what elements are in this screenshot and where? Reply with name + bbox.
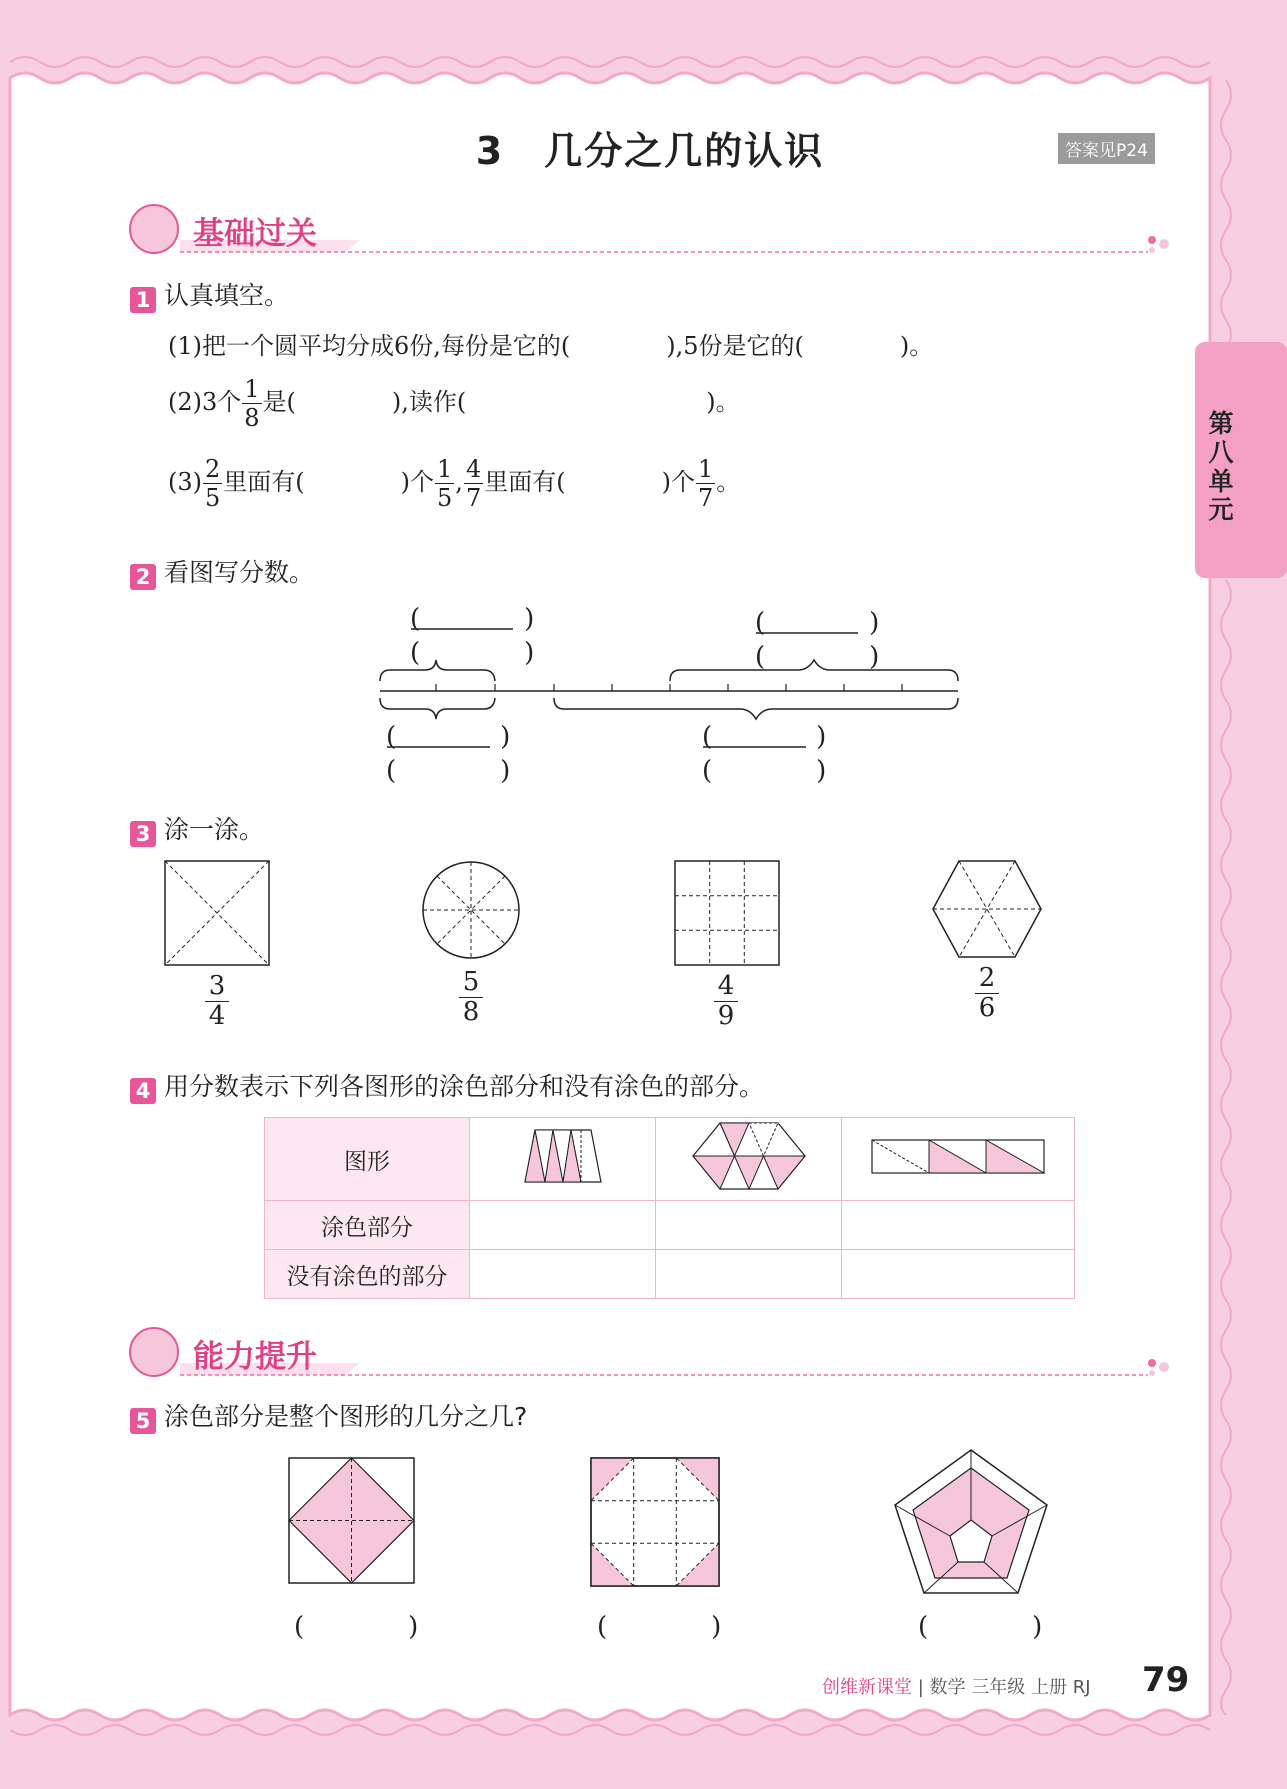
q5-answer-blank-3[interactable]: ( )	[918, 1612, 1043, 1642]
q5-answer-blank-2[interactable]: ( )	[597, 1612, 722, 1642]
frac-den: 6	[978, 992, 996, 1023]
q2-blank-den-a: ( )	[410, 638, 535, 668]
q5-number: 5	[130, 1408, 156, 1434]
q1-number: 1	[130, 287, 156, 313]
q1-title: 认真填空。	[164, 281, 290, 310]
q3-circle-8parts	[420, 859, 522, 961]
page-title: 3 几分之几的认识	[475, 129, 825, 173]
q2-blank-den-c: ( )	[386, 756, 511, 786]
q1-l3-d: 里面有( )个	[484, 468, 695, 496]
q3-number: 3	[130, 821, 156, 847]
q1-l3-b: 里面有( )个	[223, 468, 435, 496]
q2-blank-den-b: ( )	[755, 642, 880, 672]
q1-line-1: (1)把一个圆平均分成6份,每份是它的( ),5份是它的( )。	[168, 332, 934, 360]
q4-table	[264, 1117, 1075, 1299]
frac-den: 9	[717, 1000, 735, 1031]
fraction-2-5	[203, 457, 222, 510]
q1-l3-c: ,	[455, 468, 463, 496]
q5-answer-blank-1[interactable]: ( )	[294, 1612, 419, 1642]
frac-den: 7	[465, 484, 482, 512]
frac-den: 5	[205, 484, 221, 512]
table-row	[265, 1250, 1075, 1299]
q1-l3-a: (3)	[168, 468, 202, 496]
q2-blank-num-c: ( )	[386, 722, 511, 752]
fraction-1-8	[242, 377, 261, 430]
frac-num: 1	[244, 375, 260, 403]
frac-num: 1	[697, 455, 714, 483]
page-number: 79	[1142, 1660, 1190, 1700]
q3-label-3-4	[202, 972, 232, 1030]
frac-num: 1	[437, 455, 453, 483]
footer-sep: |	[917, 1677, 924, 1698]
frac-den: 5	[437, 484, 453, 512]
q3-heading	[130, 810, 264, 847]
frac-den: 8	[244, 404, 260, 432]
q2-title: 看图写分数。	[164, 558, 315, 587]
q3-label-4-9	[711, 972, 741, 1030]
answer-cell[interactable]	[656, 1250, 842, 1299]
answer-cell[interactable]	[842, 1201, 1075, 1250]
section-basic-title: 基础过关	[193, 216, 317, 252]
q4-title: 用分数表示下列各图形的涂色部分和没有涂色的部分。	[164, 1072, 765, 1101]
q5-title: 涂色部分是整个图形的几分之几?	[164, 1402, 528, 1431]
shape-rectangle	[870, 1136, 1046, 1176]
footer-brand: 创维新课堂	[822, 1677, 912, 1698]
row-header-shape: 图形	[265, 1118, 470, 1201]
q3-hexagon-6parts	[931, 859, 1043, 959]
frac-den: 4	[208, 1000, 226, 1031]
fraction-1-5	[435, 457, 454, 510]
q4-heading	[130, 1067, 764, 1104]
shape-hexagon-cell	[656, 1118, 842, 1201]
fraction-1-7	[696, 457, 715, 510]
q2-blank-num-b: ( )	[755, 608, 880, 638]
footer	[822, 1673, 1091, 1699]
shape-trapezoid	[523, 1128, 603, 1184]
q2-number: 2	[130, 564, 156, 590]
frac-num: 5	[459, 968, 484, 998]
q2-blank-num-a: ( )	[410, 604, 535, 634]
footer-edition: RJ	[1072, 1677, 1091, 1698]
q3-label-2-6	[972, 964, 1002, 1022]
q1-l2-b: 是( ),读作( )。	[262, 388, 740, 416]
answer-cell[interactable]	[470, 1250, 656, 1299]
q2-blank-num-d: ( )	[702, 722, 827, 752]
frac-num: 2	[975, 964, 1000, 994]
footer-term: 上册	[1031, 1677, 1068, 1698]
section-advanced-title: 能力提升	[193, 1339, 317, 1375]
answer-reference: 答案见P24	[1058, 133, 1155, 164]
shape-rectangle-cell	[842, 1118, 1075, 1201]
frac-num: 4	[465, 455, 482, 483]
row-header-shaded: 涂色部分	[265, 1201, 470, 1250]
shape-hexagon	[691, 1121, 807, 1191]
table-row	[265, 1118, 1075, 1201]
q1-heading	[130, 276, 289, 313]
q1-l2-a: (2)3个	[168, 388, 242, 416]
shape-trapezoid-cell	[470, 1118, 656, 1201]
q5-pentagon	[893, 1448, 1049, 1596]
unit-tab: 第八单元	[1208, 409, 1234, 525]
frac-den: 7	[697, 484, 714, 512]
q4-number: 4	[130, 1078, 156, 1104]
q3-square-4parts	[163, 859, 273, 967]
row-header-unshaded: 没有涂色的部分	[265, 1250, 470, 1299]
footer-subject: 数学	[929, 1677, 966, 1698]
answer-cell[interactable]	[470, 1201, 656, 1250]
q1-line-3	[168, 457, 740, 510]
frac-num: 4	[714, 972, 739, 1002]
q3-grid-9parts	[673, 859, 781, 967]
q3-title: 涂一涂。	[164, 815, 265, 844]
frac-den: 8	[462, 996, 480, 1027]
q2-blank-den-d: ( )	[702, 756, 827, 786]
frac-num: 2	[205, 455, 221, 483]
q5-heading	[130, 1397, 527, 1434]
answer-cell[interactable]	[656, 1201, 842, 1250]
answer-cell[interactable]	[842, 1250, 1075, 1299]
q5-corner-square	[589, 1456, 721, 1588]
q1-line-2	[168, 377, 740, 430]
q1-l3-e: 。	[716, 468, 741, 496]
fraction-4-7	[464, 457, 483, 510]
frac-num: 3	[205, 972, 230, 1002]
q5-diamond-square	[287, 1456, 417, 1586]
footer-grade: 三年级	[971, 1677, 1026, 1698]
q3-label-5-8	[456, 968, 486, 1026]
q2-heading	[130, 553, 314, 590]
table-row	[265, 1201, 1075, 1250]
